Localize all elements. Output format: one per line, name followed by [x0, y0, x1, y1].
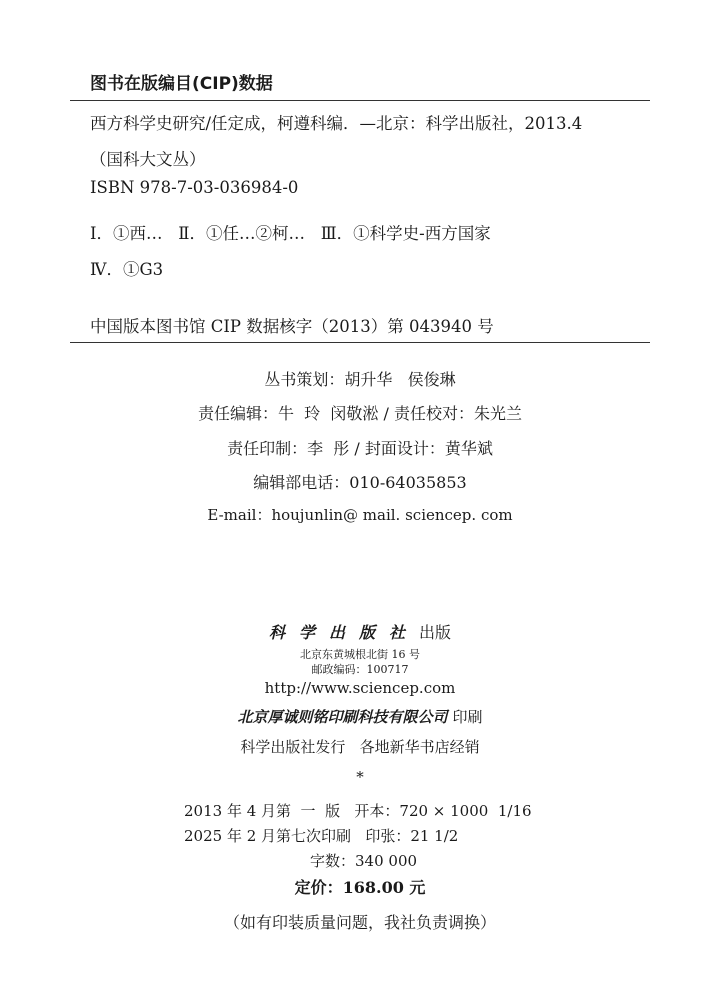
price: 定价：168.00 元: [294, 878, 426, 897]
series-planner: 丛书策划：胡升华 侯俊琳: [264, 370, 456, 389]
editorial-phone: 编辑部电话：010-64035853: [253, 473, 467, 492]
cip-heading: 图书在版编目(CIP)数据: [90, 74, 273, 94]
publisher-postcode: 邮政编码：100717: [311, 663, 409, 676]
separator-star: *: [356, 768, 364, 786]
publisher-address: 北京东黄城根北街 16 号: [300, 648, 420, 661]
cip-isbn: ISBN 978-7-03-036984-0: [90, 178, 299, 197]
cip-series-line: （国科大文丛）: [90, 150, 206, 169]
printer-name: 北京厚诚则铭印刷科技有限公司: [237, 708, 448, 726]
print-and-cover-design: 责任印制：李 彤 / 封面设计：黄华斌: [227, 439, 493, 458]
cip-bottom-rule: [70, 342, 650, 343]
edition-latest: 2025 年 2 月第七次印刷 印张：21 1/2: [184, 827, 459, 845]
word-count: 字数：340 000: [310, 852, 418, 870]
cip-classification-1: Ⅰ．①西… Ⅱ．①任…②柯… Ⅲ．①科学史-西方国家: [90, 224, 491, 243]
publisher-suffix: 出版: [419, 623, 452, 642]
printer-line: [0, 706, 720, 727]
distribution-line: 科学出版社发行 各地新华书店经销: [240, 738, 480, 756]
cip-title-line: 西方科学史研究/任定成，柯遵科编．—北京：科学出版社，2013.4: [90, 114, 583, 133]
edition-first: 2013 年 4 月第 一 版 开本：720 × 1000 1/16: [184, 802, 532, 820]
cip-classification-2: Ⅳ．①G3: [90, 260, 164, 279]
cip-verification: 中国版本图书馆 CIP 数据核字（2013）第 043940 号: [90, 317, 494, 336]
publisher-name: 科学出版社: [268, 623, 419, 642]
publisher-url: http://www.sciencep.com: [264, 679, 456, 697]
editorial-email: E-mail：houjunlin@ mail. sciencep. com: [207, 506, 513, 524]
publisher-line: [0, 620, 720, 643]
responsible-editors: 责任编辑：牛 玲 闵敬淞 / 责任校对：朱光兰: [198, 404, 522, 423]
cip-top-rule: [70, 100, 650, 101]
quality-notice: （如有印装质量问题，我社负责调换）: [223, 913, 496, 932]
printer-suffix: 印刷: [452, 708, 483, 726]
